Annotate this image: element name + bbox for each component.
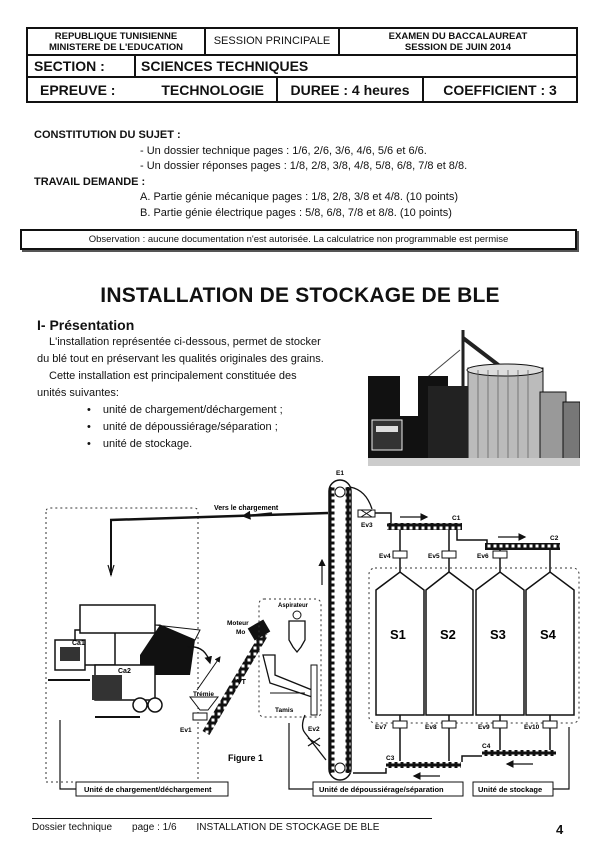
epreuve-label: EPREUVE :	[40, 81, 116, 98]
svg-text:Ev1: Ev1	[180, 727, 192, 734]
constitution-section	[34, 128, 574, 221]
travail-label: TRAVAIL DEMANDE :	[34, 175, 146, 188]
section-label: SECTION :	[28, 56, 136, 76]
footer-page: page : 1/6	[132, 822, 177, 833]
exam-label: EXAMEN DU BACCALAUREAT	[388, 30, 528, 42]
footer-title: INSTALLATION DE STOCKAGE DE BLE	[196, 822, 380, 833]
coefficient-cell: COEFFICIENT : 3	[443, 81, 557, 98]
constitution-item: - Un dossier réponses pages : 1/8, 2/8, 3/8, 4/8, 5/8, 6/8, 7/8 et 8/8.	[140, 160, 468, 172]
svg-text:Ca1: Ca1	[72, 640, 85, 647]
header-row-2	[28, 56, 576, 78]
duree-cell: DUREE : 4 heures	[278, 78, 424, 101]
svg-text:C3: C3	[386, 755, 395, 762]
silo-photo	[368, 330, 580, 466]
svg-text:C1: C1	[452, 515, 461, 522]
constitution-label: CONSTITUTION DU SUJET :	[34, 129, 181, 141]
page-title: INSTALLATION DE STOCKAGE DE BLE	[100, 284, 500, 307]
presentation-paragraph-2: Cette installation est principalement constituée des unités suivantes:	[37, 370, 297, 399]
units-list	[87, 402, 327, 453]
ministry-cell	[28, 29, 206, 54]
list-item: • unité de stockage.	[87, 436, 327, 453]
svg-text:Ev5: Ev5	[428, 553, 440, 560]
svg-text:Ev4: Ev4	[379, 553, 391, 560]
exam-cell	[340, 29, 576, 54]
silo-s2: S2	[440, 627, 456, 642]
header-row-3	[28, 78, 576, 101]
svg-text:Ev10: Ev10	[524, 724, 540, 731]
svg-text:Ev8: Ev8	[425, 724, 437, 731]
travail-item: A. Partie génie mécanique pages : 1/8, 2/8, 3/8 et 4/8. (10 points)	[140, 191, 458, 203]
ministry-label: MINISTERE DE L'EDUCATION	[48, 41, 184, 53]
unit-stockage-label: Unité de stockage	[478, 785, 543, 794]
travail-item: B. Partie génie électrique pages : 5/8, 6/8, 7/8 et 8/8. (10 points)	[140, 206, 452, 219]
presentation-section	[37, 317, 327, 453]
vers-chargement-label: Vers le chargement	[214, 505, 279, 512]
figure-caption: Figure 1	[228, 753, 264, 763]
republic-label: REPUBLIQUE TUNISIENNE	[54, 30, 178, 42]
svg-text:Ev9: Ev9	[478, 724, 490, 731]
epreuve-cell	[28, 78, 278, 101]
header-row-1	[28, 29, 576, 56]
presentation-heading: I- Présentation	[37, 317, 135, 333]
silo-s4: S4	[540, 627, 556, 642]
svg-text:Ev6: Ev6	[477, 553, 489, 560]
svg-text:Aspirateur: Aspirateur	[278, 603, 309, 609]
constitution-item: - Un dossier technique pages : 1/6, 2/6, 3/6, 4/6, 5/6 et 6/6.	[140, 144, 427, 157]
installation-diagram	[0, 465, 600, 805]
section-value: SCIENCES TECHNIQUES	[141, 58, 309, 74]
svg-text:C4: C4	[482, 743, 491, 750]
svg-text:Moteur: Moteur	[227, 620, 249, 627]
unit-depoussierage-label: Unité de dépoussiérage/séparation	[319, 785, 444, 794]
page-number: 4	[556, 822, 564, 837]
footer	[32, 818, 432, 833]
svg-text:Ev2: Ev2	[308, 726, 320, 733]
silo-s1: S1	[390, 627, 406, 642]
svg-text:Ev7: Ev7	[375, 724, 387, 731]
svg-text:Trémie: Trémie	[193, 691, 214, 698]
footer-doc: Dossier technique	[32, 822, 113, 833]
svg-text:Mo: Mo	[236, 629, 246, 636]
list-item: • unité de dépoussiérage/séparation ;	[87, 419, 327, 436]
list-item: • unité de chargement/déchargement ;	[87, 402, 327, 419]
exam-header-table	[26, 27, 578, 103]
svg-text:E1: E1	[336, 470, 344, 477]
session-cell: SESSION PRINCIPALE	[206, 29, 340, 54]
observation-box: Observation : aucune documentation n'est autorisée. La calculatrice non programmable est permise	[20, 229, 577, 250]
silo-s3: S3	[490, 627, 506, 642]
svg-text:Ca2: Ca2	[118, 668, 131, 675]
unit-chargement-label: Unité de chargement/déchargement	[84, 785, 212, 794]
svg-text:Tamis: Tamis	[275, 707, 294, 714]
presentation-paragraph-1: L'installation représentée ci-dessous, permet de stocker du blé tout en préservant les qualités originales des grains.	[37, 336, 324, 365]
exam-session-label: SESSION DE JUIN 2014	[404, 41, 512, 53]
svg-text:C2: C2	[550, 535, 559, 542]
svg-text:VT: VT	[237, 679, 246, 686]
epreuve-value: TECHNOLOGIE	[161, 81, 264, 98]
svg-text:Ev3: Ev3	[361, 522, 373, 529]
